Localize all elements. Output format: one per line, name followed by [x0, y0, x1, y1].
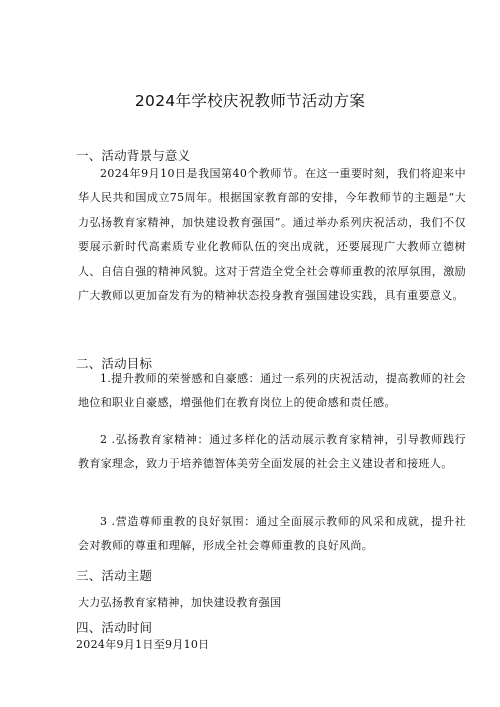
paragraph-background-text: 2024年9月10日是我国第40个教师节。在这一重要时刻，我们将迎来中华人民共和国成立75周年。根据国家教育部的安排，今年教师节的主题是“大力弘扬教育家精神，加快建设教育强国”。通过举办系列庆祝活动，我们不仅要展示新时代高素质专业化教师队伍的突出成就，还要展现广大教师立德树人、自信自强的精神风貌。这对于营造全党全社会尊师重教的浓厚氛围，激励广大教师以更加奋发有为的精神状态投身教育强国建设实践，具有重要意义。: [78, 167, 466, 303]
section-heading-background: 一、活动背景与意义: [76, 148, 191, 163]
time-text: 2024年9月1日至9月10日: [76, 638, 210, 651]
document-title: 2024年学校庆祝教师节活动方案: [134, 92, 366, 110]
paragraph-background: [78, 162, 466, 308]
goal-item-1-text: 1.提升教师的荣誉感和自豪感：通过一系列的庆祝活动，提高教师的社会地位和职业自豪感，增强他们在教育岗位上的使命感和责任感。: [78, 372, 466, 410]
goal-item-3-text: 3 .营造尊师重教的良好氛围：通过全面展示教师的风采和成就，提升社会对教师的尊重和理解，形成全社会尊师重教的良好风尚。: [78, 515, 466, 553]
section-heading-goals: 二、活动目标: [76, 356, 153, 371]
section-heading-theme: 三、活动主题: [76, 568, 153, 583]
theme-text: 大力弘扬教育家精神，加快建设教育强国: [78, 596, 282, 609]
section-heading-time: 四、活动时间: [76, 620, 153, 635]
goal-item-2: [78, 428, 466, 477]
goal-item-2-text: 2 .弘扬教育家精神：通过多样化的活动展示教育家精神，引导教师践行教育家理念，致力于培养德智体美劳全面发展的社会主义建设者和接班人。: [78, 433, 466, 471]
goal-item-1: [78, 367, 466, 416]
goal-item-3: [78, 510, 466, 559]
